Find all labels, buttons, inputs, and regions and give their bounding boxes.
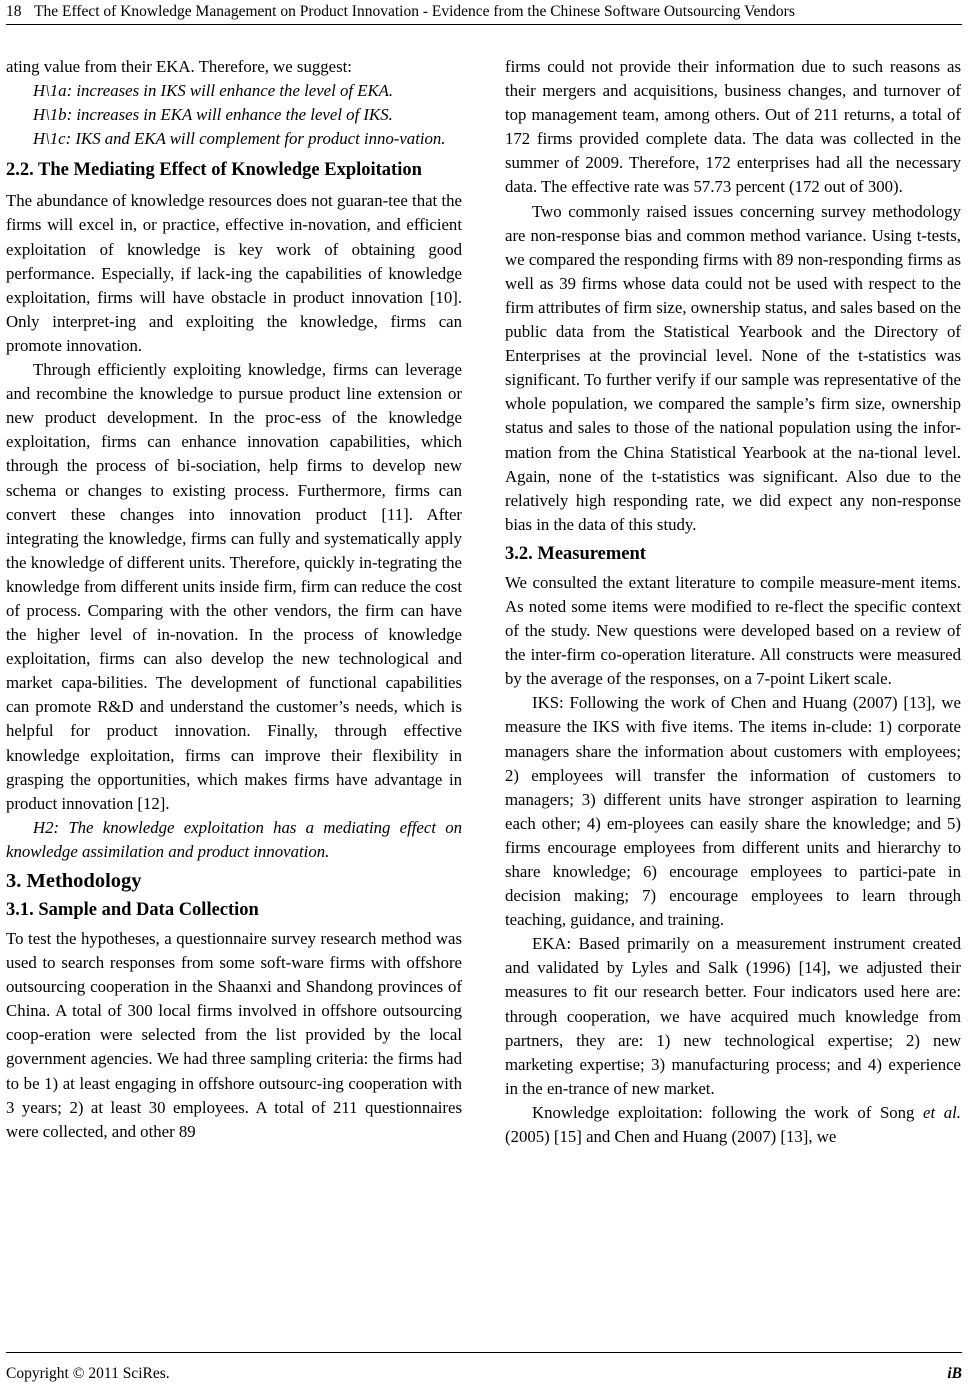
- hypothesis-h1a: [6, 79, 462, 103]
- hypothesis-h1b: [6, 103, 462, 127]
- footer-rule: [6, 1352, 962, 1353]
- hypothesis-h2: [6, 816, 462, 864]
- journal-abbrev: iB: [947, 1365, 962, 1382]
- hypothesis-text: : The knowledge exploitation has a mediating effect on knowledge assimilation and product innovation.: [6, 817, 462, 861]
- et-al-text: et al.: [923, 1102, 961, 1122]
- paragraph: firms could not provide their information due to such reasons as their mergers and acquisitions, business changes, and turnover of top management team, among others. Out of 211 returns, a total of 172 firms provided complete data. The data was collected in the summer of 2009. Therefore, 172 enterprises had all the necessary data. The effective rate was 57.73 percent (172 out of 300).: [505, 57, 961, 197]
- paragraph-rest: (2005) [15] and Chen and Huang (2007) [13], we: [505, 1127, 837, 1147]
- hypothesis-label: H2: [33, 817, 54, 837]
- hypothesis-text: : increases in IKS will enhance the level of EKA.: [66, 81, 394, 101]
- header-rule: [6, 24, 962, 25]
- right-column: [505, 55, 961, 1149]
- paragraph: We consulted the extant literature to compile measure-ment items. As noted some items were modified to re-flect the specific context of the study. New questions were developed based on a review of the inter-firm co-operation literature. All constructs were measured by the average of the responses, on a 7-point Likert scale.: [505, 572, 961, 689]
- copyright-text: Copyright © 2011 SciRes.: [6, 1365, 170, 1382]
- page-footer: [6, 1352, 962, 1382]
- hypothesis-label: H\1a: [33, 81, 67, 101]
- paragraph: EKA: Based primarily on a measurement instrument created and validated by Lyles and Salk (1996) [14], we adjusted their measures to fit our research better. Four indicators used here are: through cooperation, we have acquired much knowledge from partners, they are: 1) new technological expertise; 2) new marketing expertise; 3) manufacturing process; and 4) experience in the en-trance of new market.: [505, 934, 961, 1098]
- paragraph: Through efficiently exploiting knowledge, firms can leverage and recombine the knowledge to pursue product line extension or new product development. In the proc-ess of the knowledge exploitation, firms can enhance innovation capabilities, which through the process of bi-sociation, help firms to develop new schema or changes to existing process. Furthermore, firms can convert these changes into innovation product [11]. After integrating the knowledge, firms can fully and systematically apply the knowledge of different units. Therefore, quickly in-tegrating the knowledge from different units inside firm, firm can reduce the cost of process. Comparing with the other vendors, the firm can have the higher level of in-novation. In the process of knowledge exploitation, firms can also develop the new technological and market capa-bilities. The development of functional capabilities can promote R&D and understand the customer’s needs, which is helpful for product innovation. Finally, through effective knowledge exploitation, firms can improve their flexibility in grasping the opportunities, which makes firms have advantage in product innovation [12].: [6, 360, 462, 813]
- paragraph: The abundance of knowledge resources does not guaran-tee that the firms will excel in, or practice, effective in-novation, and efficient exploitation of knowledge is key work of obtaining good performance. Especially, if lack-ing the capabilities of knowledge exploitation, firms will have obstacle in product innovation [10]. Only interpret-ing and exploiting the knowledge, firms can promote innovation.: [6, 191, 462, 355]
- paragraph: Two commonly raised issues concerning survey methodology are non-response bias and common method variance. Using t-tests, we compared the responding firms with 89 non-responding firms as well as 39 firms whose data could not be used with respect to the firm attributes of firm size, ownership status, and sales based on the public data from the Statistical Yearbook and the Directory of Enterprises at the provincial level. None of the t-statistics was significant. To further verify if our sample was representative of the whole population, we compared the sample’s firm size, ownership status and sales to those of the national population using the infor-mation from the China Statistical Yearbook at the na-tional level. Again, none of the t-statistics was significant. Also due to the relatively high responding rate, we did expect any non-response bias in the data of this study.: [505, 201, 961, 534]
- page-header: [6, 0, 962, 26]
- section-3-2-heading: 3.2. Measurement: [505, 543, 646, 564]
- paragraph: To test the hypotheses, a questionnaire survey research method was used to search responses from some soft-ware firms with offshore outsourcing cooperation in the Shaanxi and Shandong provinces of China. A total of 300 local firms involved in offshore outsourcing coop-eration were selected from the list provided by the local government agencies. We had three sampling criteria: the firms had to be 1) at least engaging in offshore outsourc-ing cooperation with 3 years; 2) at least 30 employees. A total of 211 questionnaires were collected, and other 89: [6, 929, 462, 1141]
- hypothesis-label: H\1c: [33, 129, 66, 149]
- running-title: The Effect of Knowledge Management on Product Innovation - Evidence from the Chinese Software Outsourcing Vendors: [34, 3, 795, 20]
- paragraph-start: Knowledge exploitation: following the work of Song: [532, 1102, 924, 1122]
- hypothesis-label: H\1b: [33, 105, 67, 125]
- left-column: [6, 55, 462, 1144]
- intro-text: ating value from their EKA. Therefore, we suggest:: [6, 57, 352, 76]
- hypothesis-h1c: [6, 127, 462, 151]
- section-3-1-heading: 3.1. Sample and Data Collection: [6, 900, 259, 920]
- section-2-2-heading: 2.2. The Mediating Effect of Knowledge Exploitation: [6, 160, 422, 181]
- hypothesis-text: : increases in EKA will enhance the level of IKS.: [66, 105, 393, 125]
- paragraph: [505, 1101, 961, 1149]
- paragraph: IKS: Following the work of Chen and Huang (2007) [13], we measure the IKS with five items. The items in-clude: 1) corporate managers share the information about customers with employees; 2) employees will transfer the information of customers to managers; 3) different units have stronger aspiration to learning each other; 4) em-ployees can easily share the knowledge; and 5) firms encourage employees from different units and hierarchy to share knowledge; 6) encourage employees to partici-pate in decision making; 7) encourage employees to learn through teaching, guidance, and training.: [505, 693, 961, 930]
- hypothesis-text: : IKS and EKA will complement for product inno-vation.: [65, 129, 446, 149]
- page-number: 18: [6, 3, 22, 20]
- section-3-heading: 3. Methodology: [6, 870, 142, 892]
